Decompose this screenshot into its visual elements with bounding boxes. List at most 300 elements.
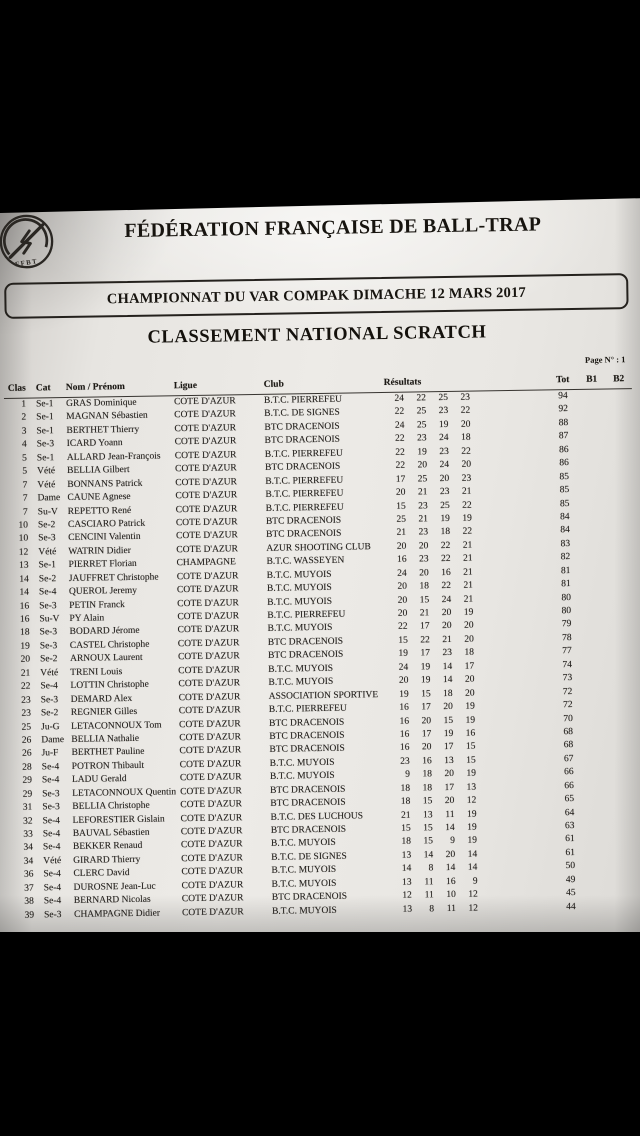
total-cell: 70 — [563, 713, 573, 724]
score-4-cell: 14 — [467, 849, 478, 860]
name-cell: DUROSNE Jean-Luc — [73, 881, 156, 893]
ligue-cell: COTE D'AZUR — [177, 651, 240, 663]
spacer-cell — [472, 511, 550, 526]
ligue-cell: COTE D'AZUR — [178, 678, 241, 690]
score-4-cell: 21 — [463, 580, 474, 591]
b1-cell — [579, 484, 607, 498]
category-cell: Se-1 — [35, 399, 54, 410]
score-3-cell: 14 — [445, 863, 456, 874]
total-cell: 73 — [562, 673, 573, 684]
score-2-cell: 15 — [423, 823, 433, 834]
b1-cell — [584, 779, 612, 793]
b1-cell — [584, 793, 612, 807]
ligue-cell: CHAMPAGNE — [176, 557, 236, 569]
total-cell: 81 — [561, 579, 571, 590]
b2-cell — [613, 846, 639, 860]
category-cell: Vété — [37, 479, 56, 491]
category-cell: Se-2 — [37, 520, 56, 531]
club-cell: B.T.C. DE SIGNES — [271, 851, 347, 863]
score-3-cell: 15 — [443, 715, 454, 726]
rank-cell: 16 — [19, 614, 30, 625]
spacer-cell — [470, 404, 548, 419]
spacer-cell — [477, 834, 555, 849]
score-1-cell: 18 — [400, 796, 411, 807]
col-header-tot: Tot — [555, 375, 570, 386]
b1-cell — [581, 604, 609, 618]
score-4-cell: 20 — [461, 459, 472, 470]
score-2-cell: 17 — [421, 729, 432, 740]
col-header-clas: Clas — [7, 383, 26, 394]
rank-cell: 23 — [21, 708, 31, 719]
club-cell: ASSOCIATION SPORTIVE — [268, 689, 379, 702]
ligue-cell: COTE D'AZUR — [175, 490, 238, 502]
b1-cell — [578, 403, 606, 417]
b2-cell — [611, 685, 637, 699]
rank-cell: 4 — [21, 439, 27, 450]
rank-cell: 22 — [20, 681, 31, 692]
b2-cell — [613, 819, 639, 833]
score-1-cell: 16 — [399, 742, 410, 754]
score-4-cell: 18 — [464, 647, 475, 659]
category-cell: Se-3 — [39, 600, 57, 611]
club-cell: BTC DRACENOIS — [270, 784, 346, 796]
score-3-cell: 25 — [440, 500, 450, 511]
rank-cell: 5 — [22, 466, 28, 477]
ligue-cell: COTE D'AZUR — [179, 745, 242, 757]
spacer-cell — [477, 847, 555, 862]
ligue-cell: COTE D'AZUR — [176, 570, 239, 582]
ligue-cell: COTE D'AZUR — [180, 799, 243, 811]
category-cell: Se-1 — [36, 452, 55, 464]
score-3-cell: 23 — [439, 487, 450, 498]
total-cell: 92 — [558, 404, 569, 415]
name-cell: BELLIA Gilbert — [67, 465, 130, 477]
results-table — [4, 371, 640, 923]
category-cell: Se-3 — [42, 788, 60, 800]
score-3-cell: 20 — [441, 607, 452, 619]
b2-cell — [610, 671, 636, 685]
b1-cell — [580, 537, 608, 551]
rank-cell: 3 — [21, 426, 27, 437]
score-4-cell: 19 — [462, 513, 472, 524]
score-3-cell: 16 — [446, 876, 456, 887]
score-1-cell: 19 — [399, 689, 409, 700]
score-4-cell: 15 — [466, 755, 476, 766]
b1-cell — [582, 658, 610, 672]
score-2-cell: 15 — [422, 796, 433, 807]
score-2-cell: 23 — [417, 433, 427, 444]
spacer-cell — [472, 525, 550, 540]
ligue-cell: COTE D'AZUR — [173, 396, 236, 408]
b1-cell — [584, 806, 612, 820]
ligue-cell: COTE D'AZUR — [177, 611, 240, 623]
club-cell: B.T.C. MUYOIS — [271, 878, 337, 890]
name-cell: PY Alain — [69, 613, 105, 624]
total-cell: 81 — [560, 565, 571, 576]
ligue-cell: COTE D'AZUR — [174, 436, 237, 448]
b1-cell — [582, 645, 610, 659]
table-body — [4, 389, 640, 923]
rank-cell: 7 — [22, 507, 28, 518]
club-cell: AZUR SHOOTING CLUB — [266, 542, 371, 554]
ligue-cell: COTE D'AZUR — [175, 463, 237, 475]
score-4-cell: 20 — [464, 674, 475, 685]
rank-cell: 29 — [22, 789, 33, 800]
name-cell: BERTHET Pauline — [71, 747, 145, 759]
total-cell: 82 — [560, 552, 571, 563]
ligue-cell: COTE D'AZUR — [174, 409, 236, 421]
club-cell: B.T.C. MUYOIS — [267, 623, 333, 635]
b1-cell — [582, 631, 610, 645]
rank-cell: 38 — [24, 896, 34, 907]
score-2-cell: 8 — [428, 863, 434, 874]
b2-cell — [607, 470, 633, 484]
rank-cell: 7 — [22, 480, 28, 491]
category-cell: Se-2 — [38, 573, 57, 585]
category-cell: Se-1 — [38, 560, 57, 571]
spacer-cell — [475, 726, 553, 741]
score-4-cell: 19 — [465, 715, 476, 726]
name-cell: POTRON Thibault — [71, 760, 145, 772]
col-header-b2: B2 — [613, 374, 625, 385]
club-cell: B.T.C. WASSEYEN — [266, 555, 345, 568]
ligue-cell: COTE D'AZUR — [179, 759, 242, 771]
b2-cell — [612, 806, 638, 820]
category-cell: Se-1 — [36, 426, 54, 437]
page-number-label: Page N° : 1 — [584, 354, 626, 365]
b2-cell — [614, 900, 640, 914]
score-1-cell: 20 — [397, 608, 408, 619]
score-3-cell: 24 — [439, 433, 449, 444]
score-1-cell: 24 — [394, 393, 405, 404]
score-4-cell: 17 — [464, 661, 475, 672]
score-3-cell: 22 — [441, 581, 452, 592]
name-cell: QUEROL Jeremy — [68, 586, 138, 598]
col-header-name: Nom / Prénom — [65, 382, 125, 393]
score-1-cell: 24 — [394, 420, 405, 431]
spacer-cell — [471, 471, 549, 486]
total-cell: 85 — [559, 471, 570, 482]
b1-cell — [579, 443, 607, 457]
spacer-cell — [473, 619, 551, 634]
club-cell: B.T.C. MUYOIS — [271, 905, 337, 917]
category-cell: Su-V — [39, 614, 60, 625]
score-1-cell: 16 — [399, 716, 410, 727]
category-cell: Se-3 — [36, 439, 55, 450]
spacer-cell — [476, 793, 554, 808]
category-cell: Dame — [41, 734, 65, 746]
score-2-cell: 23 — [418, 554, 429, 565]
spacer-cell — [475, 699, 553, 714]
total-cell: 79 — [561, 619, 572, 630]
b1-cell — [585, 873, 613, 887]
score-3-cell: 21 — [442, 634, 452, 645]
b1-cell — [581, 618, 609, 632]
spacer-cell — [476, 753, 554, 768]
score-1-cell: 20 — [397, 595, 408, 606]
score-2-cell: 20 — [418, 541, 429, 552]
rank-cell: 21 — [20, 668, 31, 679]
club-cell: BTC DRACENOIS — [270, 797, 346, 809]
score-2-cell: 13 — [422, 809, 433, 820]
spacer-cell — [473, 605, 551, 620]
club-cell: BTC DRACENOIS — [265, 515, 342, 527]
name-cell: REPETTO René — [67, 505, 132, 517]
rank-cell: 19 — [20, 641, 30, 652]
total-cell: 80 — [561, 592, 571, 603]
rank-cell: 1 — [21, 399, 27, 410]
logo-text: FFBT — [14, 258, 39, 269]
ligue-cell: COTE D'AZUR — [177, 638, 240, 650]
club-cell: B.T.C. MUYOIS — [269, 757, 335, 769]
b1-cell — [580, 551, 608, 565]
score-4-cell: 23 — [460, 392, 471, 403]
score-2-cell: 14 — [423, 850, 434, 861]
category-cell: Se-4 — [40, 681, 58, 692]
total-cell: 68 — [563, 726, 574, 738]
score-2-cell: 22 — [416, 393, 427, 404]
club-cell: B.T.C. MUYOIS — [269, 771, 335, 783]
total-cell: 72 — [563, 700, 573, 711]
score-3-cell: 23 — [438, 406, 449, 417]
score-1-cell: 13 — [402, 877, 412, 888]
score-3-cell: 13 — [444, 755, 454, 766]
spacer-cell — [476, 767, 554, 782]
score-4-cell: 19 — [466, 809, 477, 820]
b2-cell — [610, 658, 636, 672]
name-cell: BERNARD Nicolas — [73, 894, 151, 907]
name-cell: BAUVAL Sébastien — [72, 827, 150, 839]
score-1-cell: 15 — [401, 823, 411, 834]
b1-cell — [578, 389, 606, 403]
col-header-resultats: Résultats — [383, 377, 422, 388]
score-1-cell: 19 — [398, 648, 409, 660]
ligue-cell: COTE D'AZUR — [176, 530, 238, 542]
score-4-cell: 15 — [465, 741, 476, 753]
score-1-cell: 18 — [400, 783, 411, 794]
score-4-cell: 20 — [460, 419, 471, 430]
name-cell: PETIN Franck — [69, 599, 125, 611]
rank-cell: 2 — [21, 413, 27, 424]
club-cell: B.T.C. MUYOIS — [271, 865, 337, 877]
federation-title: FÉDÉRATION FRANÇAISE DE BALL-TRAP — [124, 213, 542, 243]
club-cell: B.T.C. PIERREFEU — [265, 502, 344, 514]
b1-cell — [578, 416, 606, 430]
score-1-cell: 20 — [397, 581, 408, 592]
ranking-title: CLASSEMENT NATIONAL SCRATCH — [147, 322, 487, 348]
spacer-cell — [471, 444, 549, 459]
ligue-cell: COTE D'AZUR — [180, 785, 242, 797]
b2-cell — [609, 564, 635, 578]
score-1-cell: 17 — [395, 474, 406, 485]
name-cell: CHAMPAGNE Didier — [73, 908, 161, 920]
spacer-cell — [473, 565, 551, 580]
document-photo — [0, 196, 640, 932]
ligue-cell: COTE D'AZUR — [174, 450, 237, 462]
category-cell: Su-V — [37, 506, 58, 517]
score-4-cell: 13 — [466, 782, 477, 793]
total-cell: 45 — [565, 888, 576, 899]
score-3-cell: 20 — [445, 849, 456, 860]
spacer-cell — [472, 498, 550, 513]
b2-cell — [611, 712, 637, 726]
rank-cell: 12 — [18, 547, 29, 558]
name-cell: CLERC David — [73, 868, 130, 880]
club-cell: B.T.C. DES LUCHOUS — [270, 810, 364, 823]
name-cell: TRENI Louis — [70, 666, 123, 678]
club-cell: BTC DRACENOIS — [271, 891, 348, 903]
club-cell: B.T.C. PIERREFEU — [264, 448, 343, 460]
ligue-cell: COTE D'AZUR — [175, 476, 238, 488]
rank-cell: 18 — [20, 628, 30, 639]
ligue-cell: COTE D'AZUR — [180, 826, 243, 838]
total-cell: 49 — [565, 874, 576, 885]
club-cell: BTC DRACENOIS — [267, 649, 344, 662]
score-1-cell: 22 — [394, 407, 405, 418]
b2-cell — [612, 779, 638, 793]
score-1-cell: 22 — [395, 433, 405, 445]
total-cell: 72 — [562, 686, 573, 697]
category-cell: Vété — [40, 667, 59, 679]
rank-cell: 32 — [23, 816, 33, 827]
paper-sheet — [0, 196, 640, 932]
club-cell: B.T.C. PIERREFEU — [265, 475, 344, 487]
score-2-cell: 15 — [421, 688, 431, 700]
b1-cell — [582, 672, 610, 686]
score-3-cell: 14 — [445, 822, 455, 834]
b1-cell — [579, 457, 607, 471]
score-1-cell: 15 — [398, 635, 408, 646]
name-cell: LETACONNOUX Quentin — [72, 786, 177, 799]
name-cell: BERTHET Thierry — [66, 424, 140, 436]
rank-cell: 14 — [19, 574, 29, 585]
score-1-cell: 9 — [405, 769, 410, 780]
score-4-cell: 18 — [461, 432, 471, 444]
total-cell: 77 — [562, 646, 572, 657]
score-2-cell: 25 — [417, 473, 428, 485]
category-cell: Ju-F — [41, 748, 59, 759]
total-cell: 66 — [564, 767, 574, 778]
score-1-cell: 20 — [398, 675, 409, 686]
total-cell: 84 — [560, 512, 570, 523]
score-2-cell: 20 — [417, 460, 428, 471]
score-1-cell: 22 — [395, 460, 406, 471]
score-4-cell: 9 — [472, 876, 478, 887]
score-2-cell: 23 — [418, 500, 428, 511]
total-cell: 50 — [565, 861, 576, 872]
b1-cell — [586, 887, 614, 901]
score-2-cell: 18 — [422, 769, 432, 780]
rank-cell: 31 — [22, 802, 33, 813]
ligue-cell: COTE D'AZUR — [176, 544, 239, 556]
rank-cell: 29 — [22, 775, 33, 786]
total-cell: 65 — [564, 794, 575, 805]
rank-cell: 14 — [19, 587, 30, 598]
club-cell: B.T.C. PIERREFEU — [267, 609, 346, 621]
score-4-cell: 21 — [463, 567, 473, 578]
ligue-cell: COTE D'AZUR — [181, 880, 244, 891]
score-2-cell: 19 — [417, 447, 427, 458]
ligue-cell: COTE D'AZUR — [181, 866, 244, 878]
category-cell: Se-1 — [36, 412, 54, 423]
score-2-cell: 17 — [421, 702, 431, 713]
score-2-cell: 18 — [422, 782, 433, 794]
category-cell: Se-3 — [38, 533, 56, 544]
b1-cell — [583, 739, 611, 753]
total-cell: 85 — [559, 498, 570, 509]
b1-cell — [584, 766, 612, 780]
score-2-cell: 25 — [416, 406, 427, 417]
total-cell: 86 — [559, 444, 569, 455]
score-1-cell: 21 — [400, 810, 411, 821]
event-title: CHAMPIONNAT DU VAR COMPAK DIMACHE 12 MARS 2017 — [106, 284, 527, 307]
ffbt-logo-icon — [0, 212, 56, 271]
score-2-cell: 19 — [420, 662, 431, 673]
score-4-cell: 19 — [466, 768, 476, 779]
spacer-cell — [472, 552, 550, 567]
name-cell: GIRARD Thierry — [73, 854, 141, 866]
b2-cell — [608, 510, 634, 524]
event-title-box — [4, 273, 628, 319]
score-1-cell: 13 — [401, 850, 412, 861]
b2-cell — [608, 523, 634, 537]
score-4-cell: 20 — [464, 634, 474, 645]
score-3-cell: 22 — [440, 554, 451, 565]
score-3-cell: 19 — [440, 513, 450, 525]
b2-cell — [611, 698, 637, 712]
club-cell: BTC DRACENOIS — [264, 434, 340, 447]
category-cell: Vété — [43, 855, 62, 867]
b1-cell — [580, 524, 608, 538]
b1-cell — [580, 510, 608, 524]
category-cell: Vété — [37, 466, 56, 477]
category-cell: Se-2 — [39, 654, 58, 665]
b2-cell — [608, 550, 634, 564]
rank-cell: 34 — [23, 842, 34, 854]
score-3-cell: 17 — [443, 742, 454, 753]
b1-cell — [585, 860, 613, 874]
club-cell: B.T.C. MUYOIS — [268, 677, 334, 689]
score-4-cell: 22 — [461, 446, 471, 457]
category-cell: Se-3 — [39, 627, 58, 638]
ligue-cell: COTE D'AZUR — [179, 772, 242, 784]
name-cell: REGNIER Gilles — [70, 706, 138, 718]
b2-cell — [611, 725, 637, 739]
score-2-cell: 19 — [420, 675, 431, 686]
rank-cell: 33 — [23, 829, 33, 840]
score-3-cell: 11 — [445, 809, 455, 820]
score-4-cell: 21 — [462, 540, 473, 551]
club-cell: B.T.C. MUYOIS — [266, 582, 332, 594]
score-3-cell: 24 — [441, 594, 452, 605]
score-4-cell: 22 — [462, 526, 473, 538]
b2-cell — [607, 483, 633, 497]
score-2-cell: 25 — [416, 420, 427, 431]
total-cell: 83 — [560, 538, 571, 550]
b2-cell — [613, 873, 639, 887]
col-header-cat: Cat — [35, 383, 51, 394]
club-cell: B.T.C. PIERREFEU — [268, 703, 347, 715]
category-cell: Se-4 — [38, 587, 57, 598]
b2-cell — [612, 792, 638, 806]
spacer-cell — [474, 659, 552, 674]
score-2-cell: 20 — [419, 567, 429, 579]
score-3-cell: 19 — [438, 419, 449, 430]
ligue-cell: COTE D'AZUR — [179, 732, 242, 744]
spacer-cell — [473, 592, 551, 607]
rank-cell: 34 — [23, 856, 34, 867]
spacer-cell — [471, 431, 549, 446]
